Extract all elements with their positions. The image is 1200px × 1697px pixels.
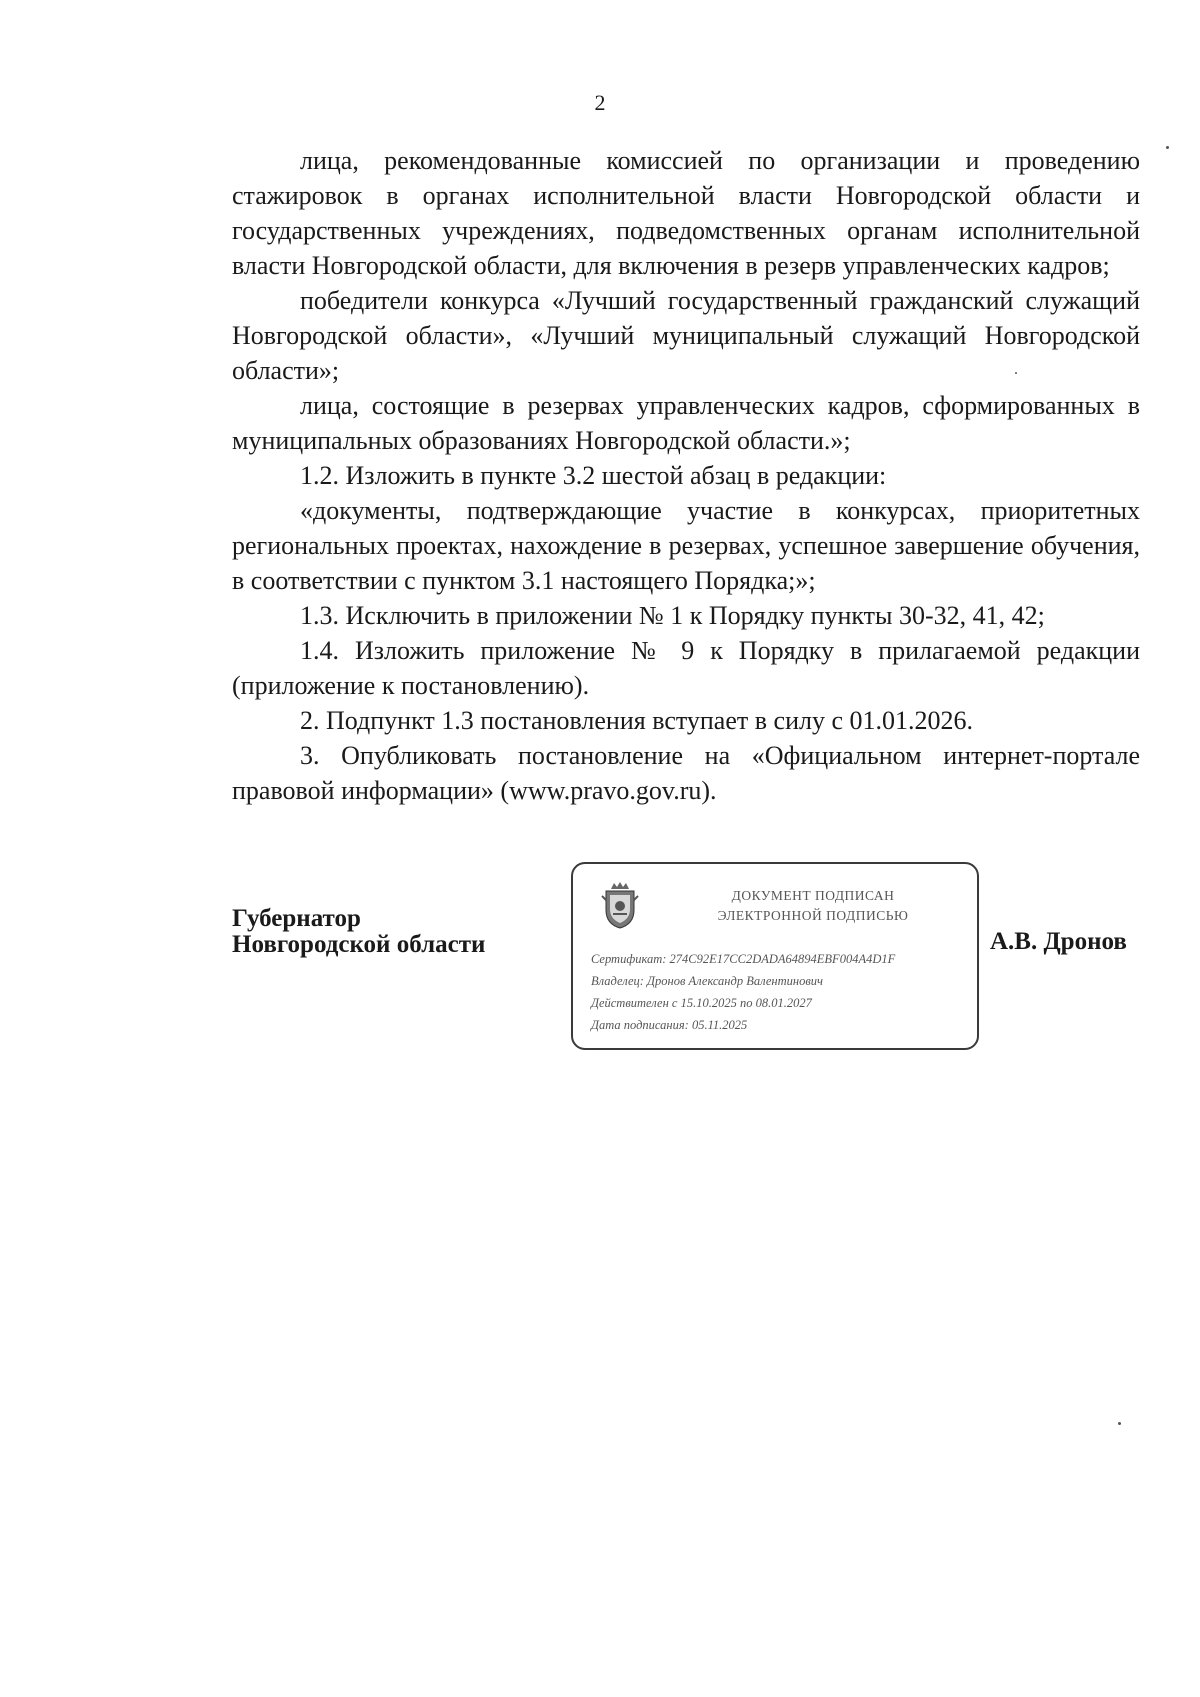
scan-speck bbox=[1118, 1422, 1121, 1425]
paragraph-item-1-3: 1.3. Исключить в приложении № 1 к Порядку пункты 30-32, 41, 42; bbox=[300, 601, 1045, 630]
paragraph-municipal-reserves: лица, состоящие в резервах управленческих кадров, сформированных в муниципальных образованиях Новгородской области.»; bbox=[232, 391, 1140, 455]
paragraph-documents-wording: «документы, подтверждающие участие в конкурсах, приоритетных региональных проектах, нахождение в резервах, успешное завершение обучения, в соответствии с пунктом 3.1 настоящего Порядка;»; bbox=[232, 496, 1140, 595]
paragraph-item-2: 2. Подпункт 1.3 постановления вступает в силу с 01.01.2026. bbox=[300, 706, 973, 735]
signatory-name: А.В. Дронов bbox=[990, 928, 1127, 955]
stamp-details bbox=[591, 948, 895, 1036]
coat-of-arms-icon bbox=[599, 880, 641, 930]
signatory-title bbox=[232, 906, 485, 958]
document-body bbox=[232, 143, 1140, 808]
stamp-heading bbox=[663, 886, 963, 926]
paragraph-item-3: 3. Опубликовать постановление на «Официальном интернет-портале правовой информации» (www.pravo.gov.ru). bbox=[232, 741, 1140, 805]
scan-speck bbox=[1015, 372, 1017, 374]
stamp-heading-line1: ДОКУМЕНТ ПОДПИСАН bbox=[731, 888, 895, 903]
paragraph-item-1-4: 1.4. Изложить приложение № 9 к Порядку в прилагаемой редакции (приложение к постановлению). bbox=[232, 636, 1140, 700]
stamp-heading-line2: ЭЛЕКТРОННОЙ ПОДПИСЬЮ bbox=[717, 908, 909, 923]
electronic-signature-stamp bbox=[571, 862, 979, 1050]
scan-speck bbox=[1166, 146, 1169, 149]
stamp-validity: Действителен с 15.10.2025 по 08.01.2027 bbox=[591, 996, 812, 1010]
paragraph-commission-candidates: лица, рекомендованные комиссией по организации и проведению стажировок в органах исполнительной власти Новгородской области и государственных учреждениях, подведомственных органам исполнительной власти Новгородской области, для включения в резерв управленческих кадров; bbox=[232, 146, 1140, 280]
stamp-signing-date: Дата подписания: 05.11.2025 bbox=[591, 1018, 748, 1032]
paragraph-contest-winners: победители конкурса «Лучший государственный гражданский служащий Новгородской области», «Лучший муниципальный служащий Новгородской области»; bbox=[232, 286, 1140, 385]
stamp-owner: Владелец: Дронов Александр Валентинович bbox=[591, 974, 823, 988]
paragraph-item-1-2: 1.2. Изложить в пункте 3.2 шестой абзац в редакции: bbox=[300, 461, 887, 490]
page-number: 2 bbox=[594, 90, 606, 115]
signatory-title-line2: Новгородской области bbox=[232, 931, 486, 958]
stamp-certificate: Сертификат: 274C92E17CC2DADA64894EBF004A4D1F bbox=[591, 952, 896, 966]
signatory-title-line1: Губернатор bbox=[232, 905, 361, 932]
